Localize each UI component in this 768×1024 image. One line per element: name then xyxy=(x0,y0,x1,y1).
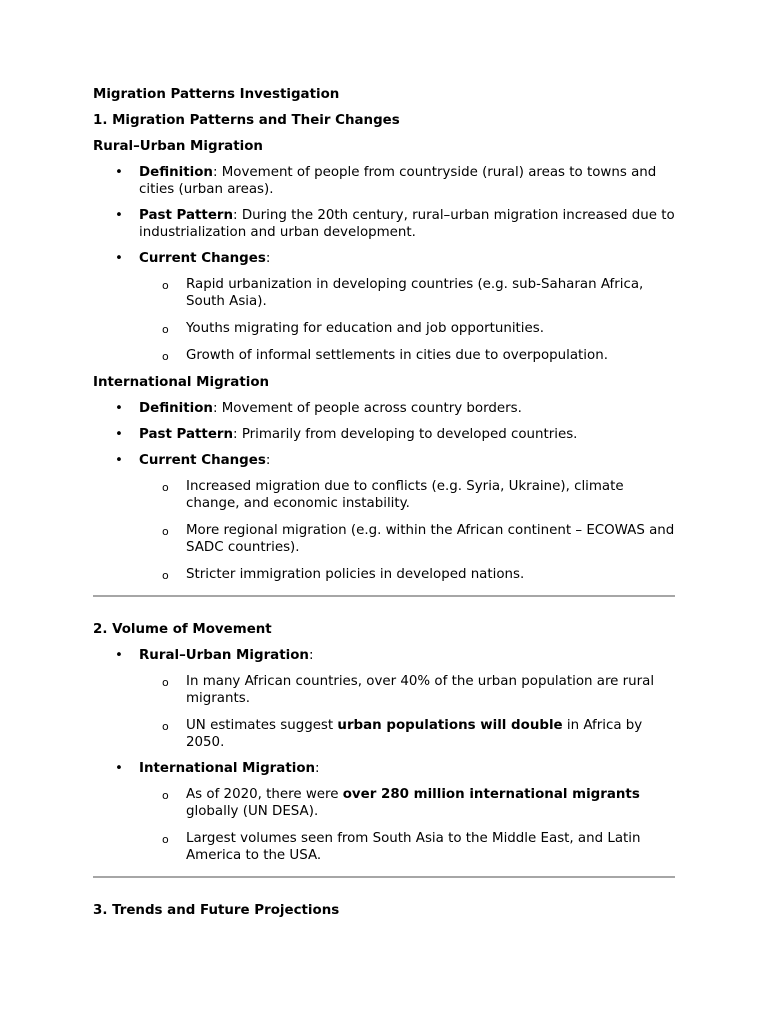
sub-item-text: Rapid urbanization in developing countries (e.g. sub-Saharan Africa, South Asia). xyxy=(186,277,644,309)
sub-list-item xyxy=(93,320,675,337)
international-changes-list xyxy=(93,478,675,583)
bullet-marker: • xyxy=(115,401,123,416)
bullet-marker: • xyxy=(115,165,123,180)
rural-volume-list xyxy=(93,673,675,751)
bullet-marker: • xyxy=(115,648,123,663)
international-volume-list xyxy=(93,786,675,864)
colon: : xyxy=(315,761,320,776)
volume-list-2 xyxy=(93,760,675,777)
sub-marker: o xyxy=(162,350,169,363)
current-changes-label: Current Changes xyxy=(139,251,266,266)
definition-label: Definition xyxy=(139,165,213,180)
sub-item-text: In many African countries, over 40% of the urban population are rural migrants. xyxy=(186,674,655,706)
bullet-marker: • xyxy=(115,453,123,468)
definition-text: : Movement of people from countryside (rural) areas to towns and cities (urban areas). xyxy=(139,165,657,197)
rural-urban-list xyxy=(93,164,675,267)
sub-marker: o xyxy=(162,569,169,582)
sub-item-text: Stricter immigration policies in developed nations. xyxy=(186,567,525,582)
sub-marker: o xyxy=(162,676,169,689)
sub-item-text: More regional migration (e.g. within the African continent – ECOWAS and SADC countries). xyxy=(186,523,675,555)
sub-marker: o xyxy=(162,789,169,802)
sub-marker: o xyxy=(162,279,169,292)
volume-list xyxy=(93,647,675,664)
sub-item-text: As of 2020, there were xyxy=(186,787,343,802)
colon: : xyxy=(265,251,271,266)
past-pattern-label: Past Pattern xyxy=(139,208,234,223)
sub-marker: o xyxy=(162,833,169,846)
sub-list-item xyxy=(93,478,675,512)
current-changes-label: Current Changes xyxy=(139,453,266,468)
colon: : xyxy=(308,648,314,663)
sub-list-item xyxy=(93,522,675,556)
rural-changes-list xyxy=(93,276,675,364)
rural-urban-label: Rural–Urban Migration xyxy=(139,648,309,663)
sub-item-text: globally (UN DESA). xyxy=(186,804,319,819)
sub-item-text: Youths migrating for education and job opportunities. xyxy=(186,321,545,336)
sub-list-item xyxy=(93,347,675,364)
sub-list-item xyxy=(93,276,675,310)
sub-marker: o xyxy=(162,481,169,494)
colon: : xyxy=(265,453,271,468)
document-page xyxy=(93,86,675,919)
bullet-marker: • xyxy=(115,251,123,266)
section-1-heading: 1. Migration Patterns and Their Changes xyxy=(93,113,400,128)
sub-item-text: Growth of informal settlements in cities due to overpopulation. xyxy=(186,348,608,363)
list-item xyxy=(93,400,675,417)
rural-urban-heading: Rural–Urban Migration xyxy=(93,139,263,154)
sub-list-item xyxy=(93,673,675,707)
list-item xyxy=(93,250,675,267)
past-pattern-text: : During the 20th century, rural–urban migration increased due to industrialization and urban development. xyxy=(139,208,675,240)
list-item xyxy=(93,760,675,777)
section-divider xyxy=(93,876,675,878)
sub-list-item xyxy=(93,830,675,864)
emphasis-text: urban populations will double xyxy=(337,718,563,733)
international-label: International Migration xyxy=(139,761,316,776)
sub-item-text: in Africa by 2050. xyxy=(186,718,643,750)
sub-list-item xyxy=(93,566,675,583)
sub-item-text: Largest volumes seen from South Asia to the Middle East, and Latin America to the USA. xyxy=(186,831,641,863)
sub-item-text: UN estimates suggest xyxy=(186,718,338,733)
international-heading: International Migration xyxy=(93,375,270,390)
list-item xyxy=(93,207,675,241)
list-item xyxy=(93,426,675,443)
past-pattern-text: : Primarily from developing to developed countries. xyxy=(233,427,578,442)
definition-text: : Movement of people across country borders. xyxy=(212,401,522,416)
past-pattern-label: Past Pattern xyxy=(139,427,234,442)
definition-label: Definition xyxy=(139,401,213,416)
sub-list-item xyxy=(93,786,675,820)
sub-marker: o xyxy=(162,323,169,336)
document-title: Migration Patterns Investigation xyxy=(93,87,340,102)
bullet-marker: • xyxy=(115,208,123,223)
sub-item-text: Increased migration due to conflicts (e.g. Syria, Ukraine), climate change, and economic instability. xyxy=(186,479,624,511)
bullet-marker: • xyxy=(115,427,123,442)
international-list xyxy=(93,400,675,469)
list-item xyxy=(93,452,675,469)
section-3-heading: 3. Trends and Future Projections xyxy=(93,903,340,918)
section-divider xyxy=(93,595,675,597)
list-item xyxy=(93,164,675,198)
list-item xyxy=(93,647,675,664)
section-2-heading: 2. Volume of Movement xyxy=(93,622,272,637)
sub-marker: o xyxy=(162,720,169,733)
emphasis-text: over 280 million international migrants xyxy=(342,787,640,802)
sub-marker: o xyxy=(162,525,169,538)
sub-list-item xyxy=(93,717,675,751)
bullet-marker: • xyxy=(115,761,123,776)
